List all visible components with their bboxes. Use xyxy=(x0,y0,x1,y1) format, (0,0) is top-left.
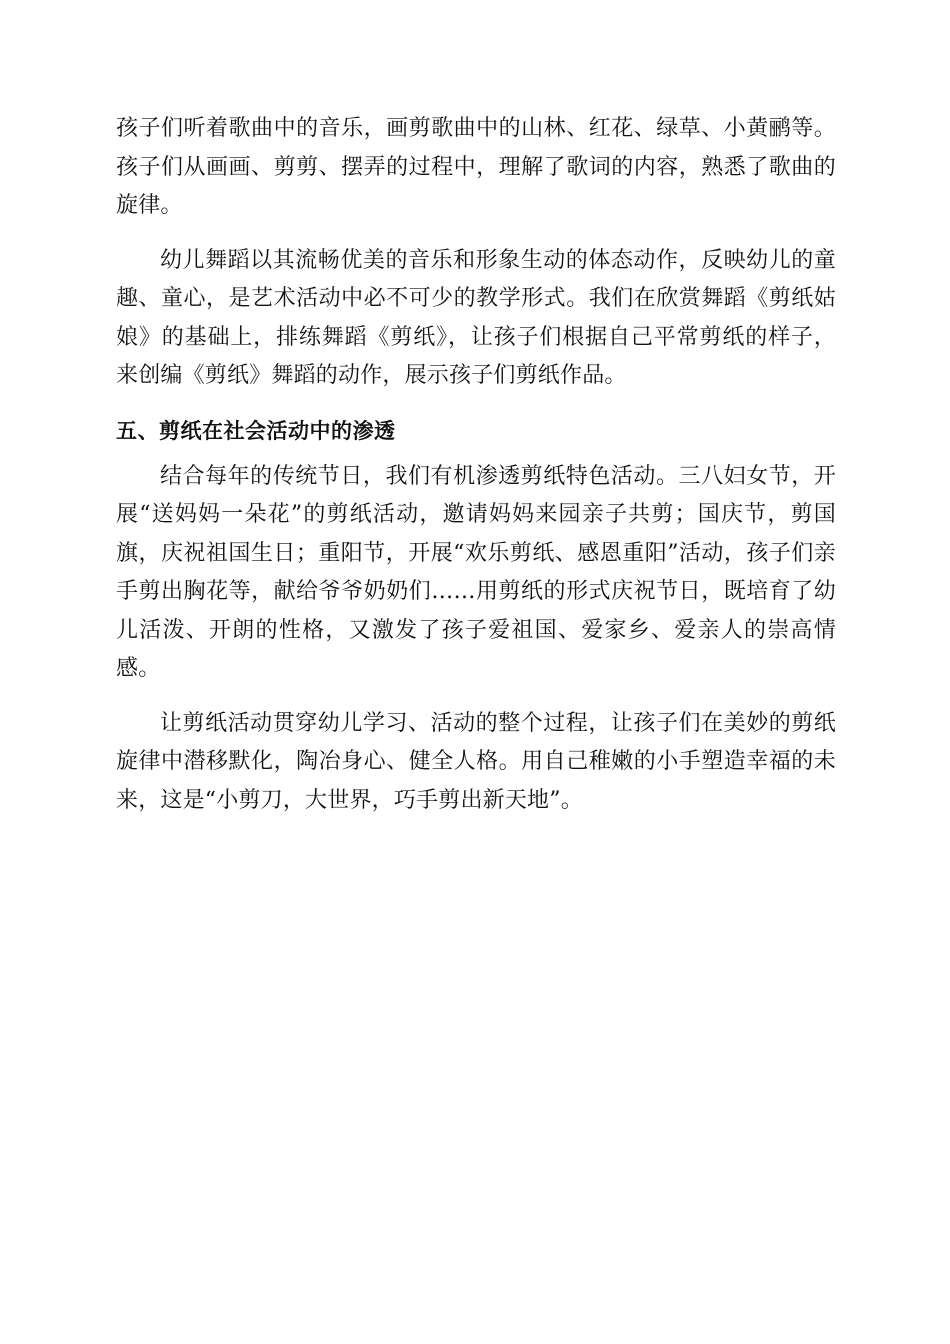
document-body xyxy=(116,110,836,820)
paragraph-gap xyxy=(116,689,836,705)
paragraph-gap xyxy=(116,450,836,458)
paragraph-song-drawing: 孩子们听着歌曲中的音乐，画剪歌曲中的山林、红花、绿草、小黄鹂等。孩子们从画画、剪剪、摆弄的过程中，理解了歌词的内容，熟悉了歌曲的旋律。 xyxy=(116,116,836,218)
paragraph-gap xyxy=(116,226,836,242)
paragraph-festivals: 结合每年的传统节日，我们有机渗透剪纸特色活动。三八妇女节，开展“送妈妈一朵花”的剪纸活动，邀请妈妈来园亲子共剪；国庆节，剪国旗，庆祝祖国生日；重阳节，开展“欢乐剪纸、感恩重阳”活动，孩子们亲手剪出胸花等，献给爷爷奶奶们……用剪纸的形式庆祝节日，既培育了幼儿活泼、开朗的性格，又激发了孩子爱祖国、爱家乡、爱亲人的崇高情感。 xyxy=(116,463,836,681)
section-heading: 五、剪纸在社会活动中的渗透 xyxy=(116,418,396,443)
paragraph-conclusion: 让剪纸活动贯穿幼儿学习、活动的整个过程，让孩子们在美妙的剪纸旋律中潜移默化，陶冶身心、健全人格。用自己稚嫩的小手塑造幸福的未来，这是“小剪刀，大世界，巧手剪出新天地”。 xyxy=(116,710,836,813)
paragraph-dance: 幼儿舞蹈以其流畅优美的音乐和形象生动的体态动作，反映幼儿的童趣、童心，是艺术活动中必不可少的教学形式。我们在欣赏舞蹈《剪纸姑娘》的基础上，排练舞蹈《剪纸》，让孩子们根据自己平常剪纸的样子，来创编《剪纸》舞蹈的动作，展示孩子们剪纸作品。 xyxy=(116,247,836,388)
paragraph-gap xyxy=(116,396,836,412)
